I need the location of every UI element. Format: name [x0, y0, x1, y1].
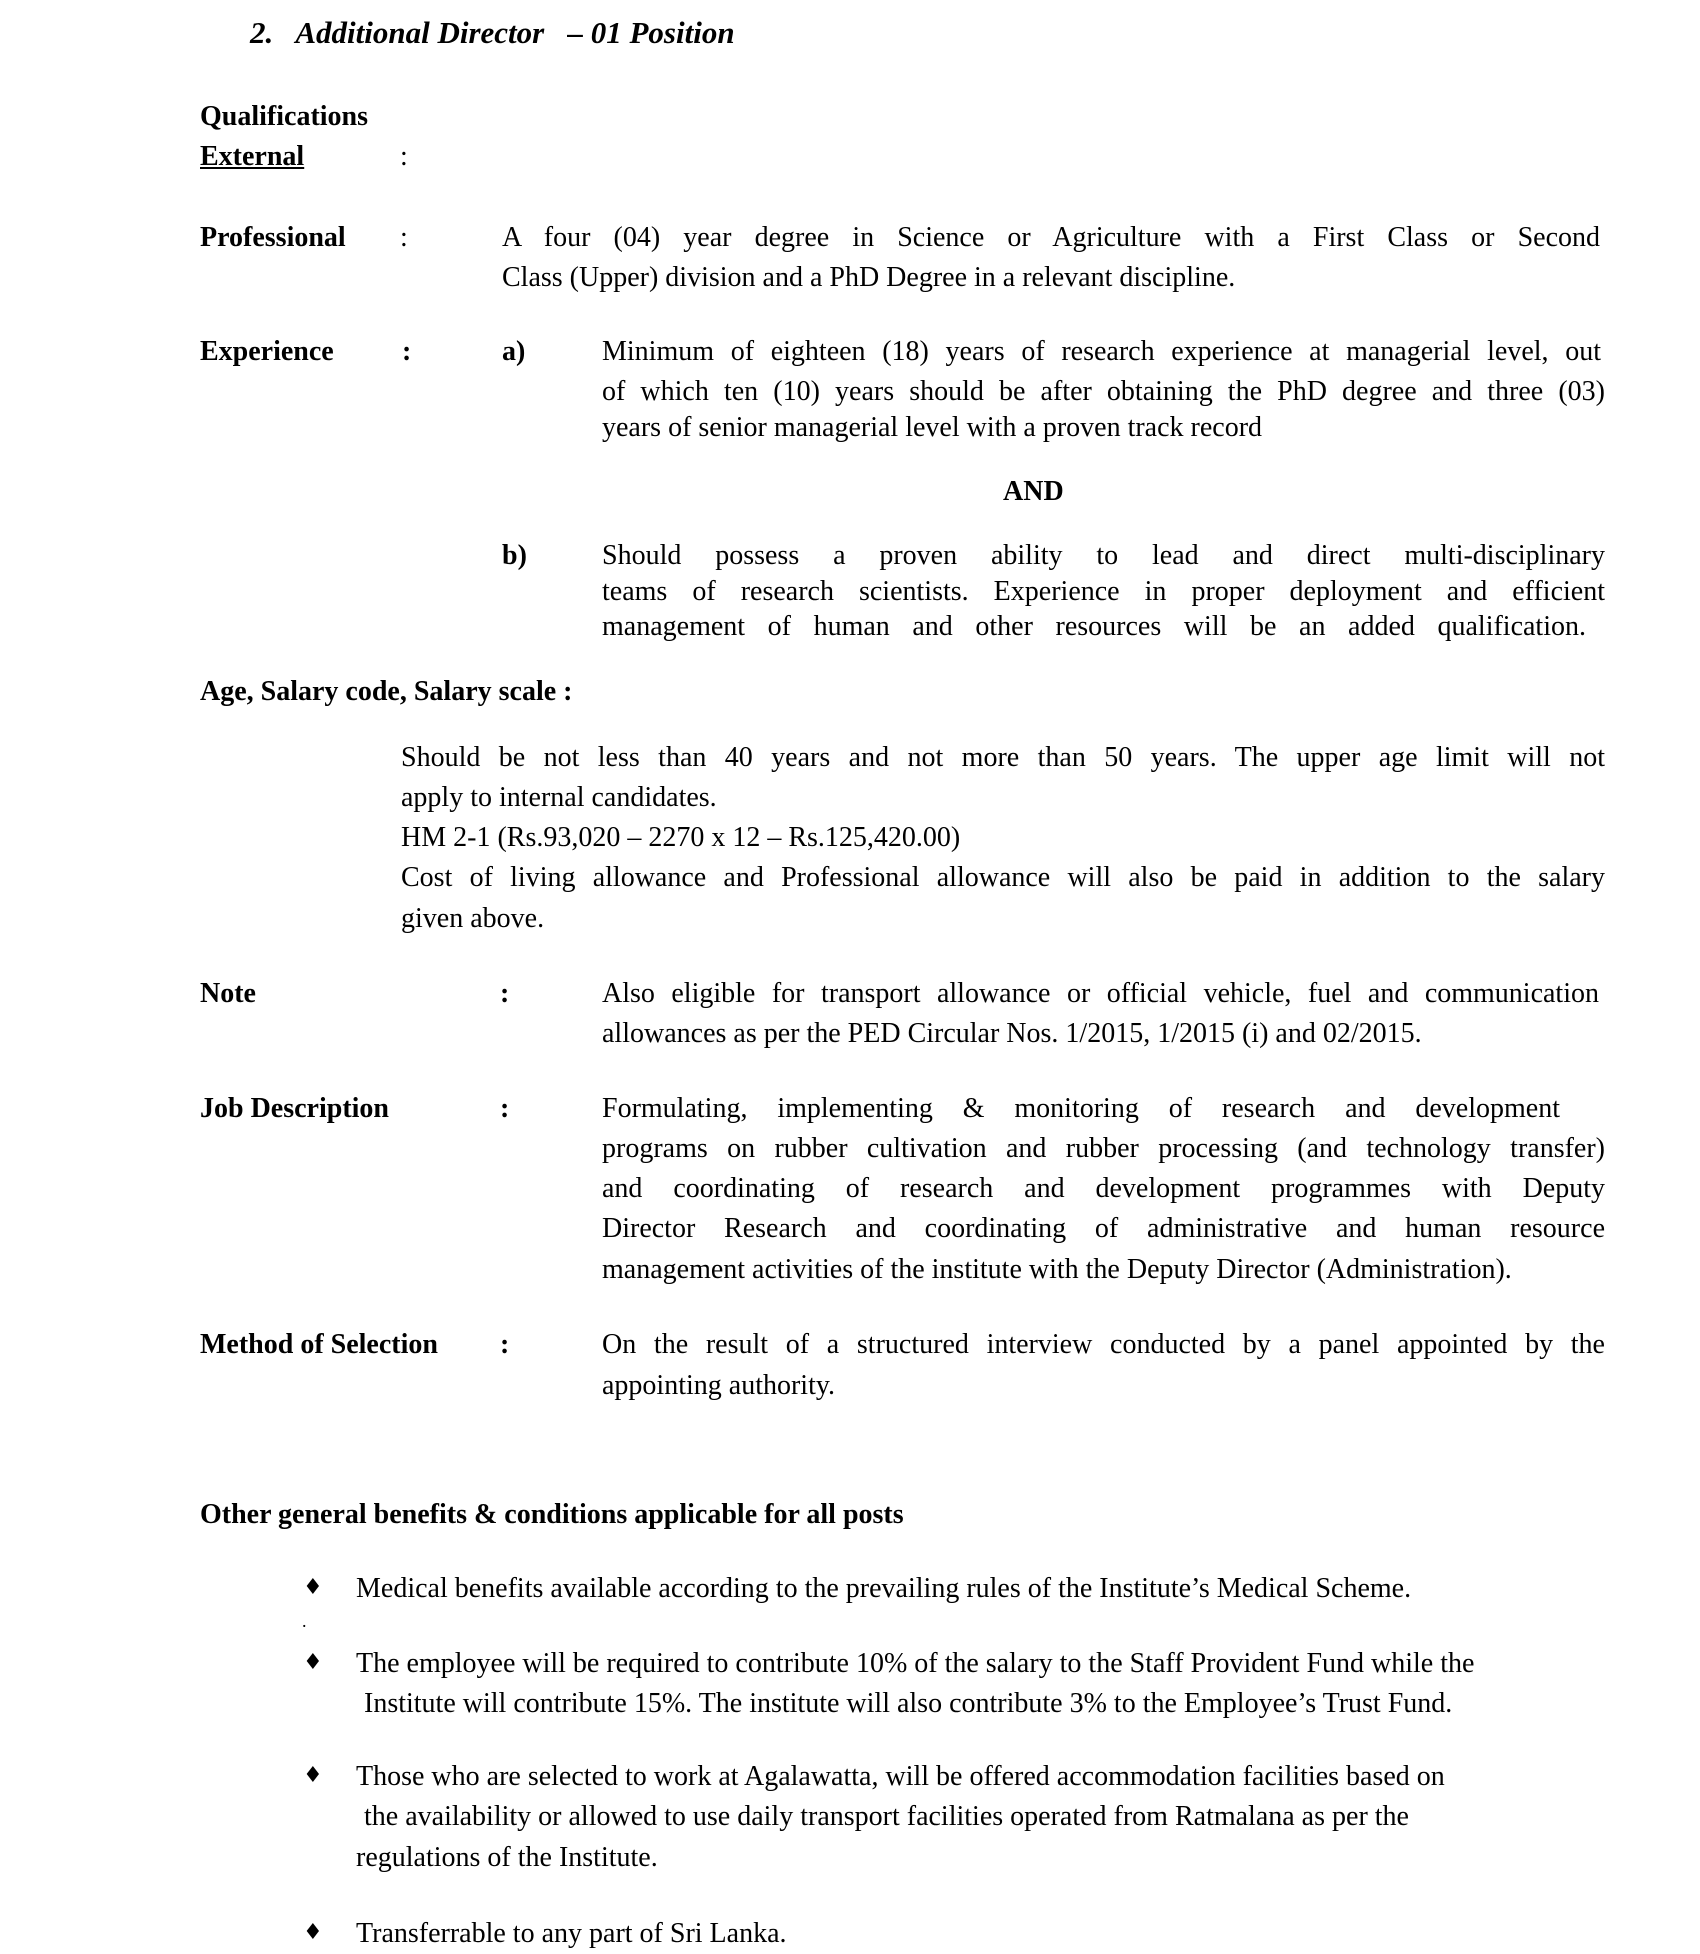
job-description-line-3: and coordinating of research and development programmes with Deputy — [602, 1173, 1605, 1204]
benefit-2-line-1: The employee will be required to contribute 10% of the salary to the Staff Provident Fund while the — [356, 1648, 1475, 1679]
section-title — [250, 13, 735, 53]
benefit-3-line-1: Those who are selected to work at Agalawatta, will be offered accommodation facilities based on — [356, 1761, 1445, 1792]
benefit-4-line-1: Transferrable to any part of Sri Lanka. — [356, 1918, 787, 1949]
job-description-line-4: Director Research and coordinating of administrative and human resource — [602, 1213, 1605, 1244]
note-colon: : — [500, 978, 510, 1009]
experience-a-line-3: years of senior managerial level with a proven track record — [602, 412, 1263, 443]
benefit-3-line-3: regulations of the Institute. — [356, 1842, 658, 1873]
job-description-line-5: management activities of the institute with the Deputy Director (Administration). — [602, 1254, 1512, 1285]
job-description-line-2: programs on rubber cultivation and rubber processing (and technology transfer) — [602, 1133, 1605, 1164]
section-number: 2. — [250, 15, 274, 50]
professional-line-1: A four (04) year degree in Science or Agriculture with a First Class or Second — [502, 222, 1600, 253]
bullet-diamond-icon: ♦ — [303, 1763, 323, 1788]
salary-code-line: HM 2-1 (Rs.93,020 – 2270 x 12 – Rs.125,420.00) — [401, 822, 961, 853]
note-label: Note — [200, 978, 256, 1009]
external-colon: : — [400, 141, 408, 172]
experience-b-line-2: teams of research scientists. Experience in proper deployment and efficient — [602, 576, 1605, 607]
section-title-position: – 01 Position — [567, 15, 735, 50]
bullet-diamond-icon: ♦ — [303, 1920, 323, 1945]
experience-b-line-1: Should possess a proven ability to lead and direct multi-disciplinary — [602, 540, 1605, 571]
job-description-line-1: Formulating, implementing & monitoring of research and development — [602, 1093, 1560, 1124]
age-salary-line-5: given above. — [401, 903, 545, 934]
benefit-2-line-2: Institute will contribute 15%. The institute will also contribute 3% to the Employee’s Trust Fund. — [364, 1688, 1453, 1719]
and-connector: AND — [1003, 476, 1064, 507]
experience-a-marker: a) — [502, 336, 526, 367]
note-line-1: Also eligible for transport allowance or official vehicle, fuel and communication — [602, 978, 1599, 1009]
stray-dot: . — [302, 1611, 307, 1631]
benefits-heading: Other general benefits & conditions applicable for all posts — [200, 1499, 904, 1530]
professional-label: Professional — [200, 222, 346, 253]
bullet-diamond-icon: ♦ — [303, 1650, 323, 1675]
age-salary-line-2: apply to internal candidates. — [401, 782, 717, 813]
job-description-colon: : — [500, 1093, 510, 1124]
method-line-2: appointing authority. — [602, 1370, 836, 1401]
external-label: External — [200, 141, 305, 172]
benefit-3-line-2: the availability or allowed to use daily transport facilities operated from Ratmalana as per the — [364, 1801, 1409, 1832]
method-of-selection-colon: : — [500, 1329, 510, 1360]
benefit-1-line-1: Medical benefits available according to the prevailing rules of the Institute’s Medical Scheme. — [356, 1573, 1412, 1604]
experience-colon: : — [402, 336, 412, 367]
method-of-selection-label: Method of Selection — [200, 1329, 438, 1360]
age-salary-line-4: Cost of living allowance and Professional allowance will also be paid in addition to the salary — [401, 862, 1605, 893]
experience-a-line-1: Minimum of eighteen (18) years of research experience at managerial level, out — [602, 336, 1601, 367]
age-salary-line-1: Should be not less than 40 years and not more than 50 years. The upper age limit will not — [401, 742, 1605, 773]
experience-b-line-3: management of human and other resources will be an added qualification. — [602, 611, 1586, 642]
bullet-diamond-icon: ♦ — [303, 1575, 323, 1600]
experience-a-line-2: of which ten (10) years should be after obtaining the PhD degree and three (03) — [602, 376, 1605, 407]
method-line-1: On the result of a structured interview conducted by a panel appointed by the — [602, 1329, 1605, 1360]
experience-b-marker: b) — [502, 540, 527, 571]
age-salary-heading: Age, Salary code, Salary scale : — [200, 676, 573, 707]
professional-line-2: Class (Upper) division and a PhD Degree in a relevant discipline. — [502, 262, 1236, 293]
qualifications-heading: Qualifications — [200, 101, 369, 132]
job-description-label: Job Description — [200, 1093, 389, 1124]
professional-colon: : — [400, 222, 408, 253]
section-title-text: Additional Director — [295, 15, 545, 50]
note-line-2: allowances as per the PED Circular Nos. 1/2015, 1/2015 (i) and 02/2015. — [602, 1018, 1422, 1049]
experience-label: Experience — [200, 336, 334, 367]
